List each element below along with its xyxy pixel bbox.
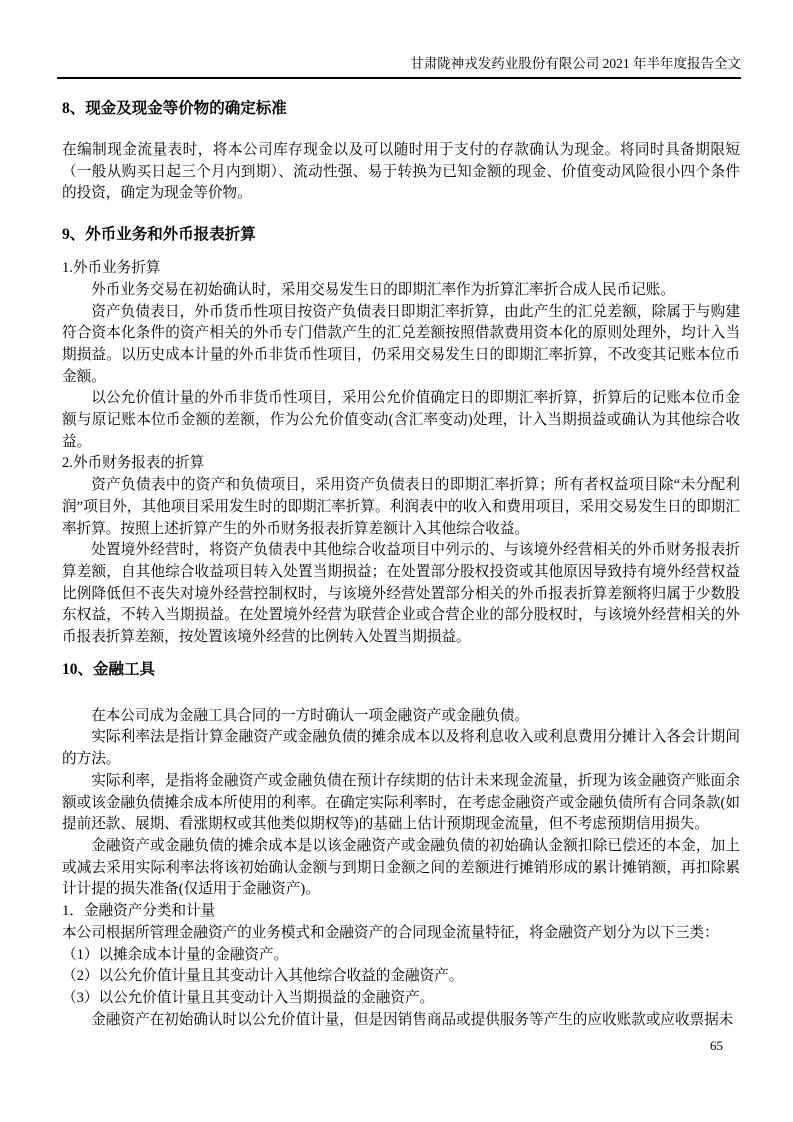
paragraph: 1．金融资产分类和计量 — [62, 903, 216, 920]
page-footer — [710, 1038, 723, 1053]
paragraph: 本公司根据所管理金融资产的业务模式和金融资产的合同现金流量特征，将金融资产划分为以下三类： — [62, 924, 719, 941]
paragraph: 资产负债表中的资产和负债项目，采用资产负债表日的即期汇率折算；所有者权益项目除“未分配利润”项目外，其他项目采用发生时的即期汇率折算。利润表中的收入和费用项目，采用交易发生日的即期汇率折算。按照上述折算产生的外币财务报表折算差额计入其他综合收益。 — [62, 477, 740, 537]
document-content — [62, 88, 740, 1031]
page-number: 65 — [710, 1038, 723, 1053]
paragraph: 在编制现金流量表时，将本公司库存现金以及可以随时用于支付的存款确认为现金。将同时具备期限短（一般从购买日起三个月内到期）、流动性强、易于转换为已知金额的现金、价值变动风险很小四个条件的投资，确定为现金等价物。 — [62, 142, 740, 202]
paragraph: 在本公司成为金融工具合同的一方时确认一项金融资产或金融负债。 — [91, 707, 530, 724]
paragraph: （2）以公允价值计量且其变动计入其他综合收益的金融资产。 — [62, 968, 464, 985]
header-divider — [57, 77, 741, 79]
paragraph: 资产负债表日，外币货币性项目按资产负债表日即期汇率折算，由此产生的汇兑差额，除属于与购建符合资本化条件的资产相关的外币专门借款产生的汇兑差额按照借款费用资本化的原则处理外，均计入当期损益。以历史成本计量的外币非货币性项目，仍采用交易发生日的即期汇率折算，不改变其记账本位币金额。 — [62, 303, 740, 385]
section-heading-8: 8、现金及现金等价物的确定标准 — [62, 100, 287, 117]
paragraph: 金融资产在初始确认时以公允价值计量，但是因销售商品或提供服务等产生的应收账款或应收票据未 — [91, 1011, 734, 1028]
paragraph: 2.外币财务报表的折算 — [62, 455, 205, 472]
paragraph: 以公允价值计量的外币非货币性项目，采用公允价值确定日的即期汇率折算，折算后的记账本位币金额与原记账本位币金额的差额，作为公允价值变动(含汇率变动)处理，计入当期损益或确认为其他综合收益。 — [62, 390, 740, 450]
report-title: 甘肃陇神戎发药业股份有限公司 2021 年半年度报告全文 — [410, 56, 741, 71]
paragraph: 处置境外经营时，将资产负债表中其他综合收益项目中列示的、与该境外经营相关的外币财务报表折算差额，自其他综合收益项目转入处置当期损益；在处置部分股权投资或其他原因导致持有境外经营权益比例降低但不丧失对境外经营控制权时，与该境外经营处置部分相关的外币报表折算差额将归属于少数股东权益，不转入当期损益。在处置境外经营为联营企业或合营企业的部分股权时，与该境外经营相关的外币报表折算差额，按处置该境外经营的比例转入处置当期损益。 — [62, 542, 740, 646]
paragraph: 外币业务交易在初始确认时，采用交易发生日的即期汇率作为折算汇率折合成人民币记账。 — [91, 281, 675, 298]
section-heading-10: 10、金融工具 — [62, 660, 156, 678]
paragraph: 实际利率法是指计算金融资产或金融负债的摊余成本以及将利息收入或利息费用分摊计入各会计期间的方法。 — [62, 729, 740, 768]
section-heading-9: 9、外币业务和外币报表折算 — [62, 226, 256, 244]
paragraph: （1）以摊余成本计量的金融资产。 — [62, 946, 289, 963]
paragraph: 1.外币业务折算 — [62, 260, 161, 277]
page-header — [57, 55, 741, 72]
paragraph: 实际利率，是指将金融资产或金融负债在预计存续期的估计未来现金流量，折现为该金融资产账面余额或该金融负债摊余成本所使用的利率。在确定实际利率时，在考虑金融资产或金融负债所有合同条款(如提前还款、展期、看涨期权或其他类似期权等)的基础上估计预期现金流量，但不考虑预期信用损失。 — [62, 772, 740, 833]
paragraph: （3）以公允价值计量且其变动计入当期损益的金融资产。 — [62, 989, 435, 1006]
paragraph: 金融资产或金融负债的摊余成本是以该金融资产或金融负债的初始确认金额扣除已偿还的本金，加上或减去采用实际利率法将该初始确认金额与到期日金额之间的差额进行摊销形成的累计摊销额，再扣除累计计提的损失准备(仅适用于金融资产)。 — [62, 837, 740, 898]
